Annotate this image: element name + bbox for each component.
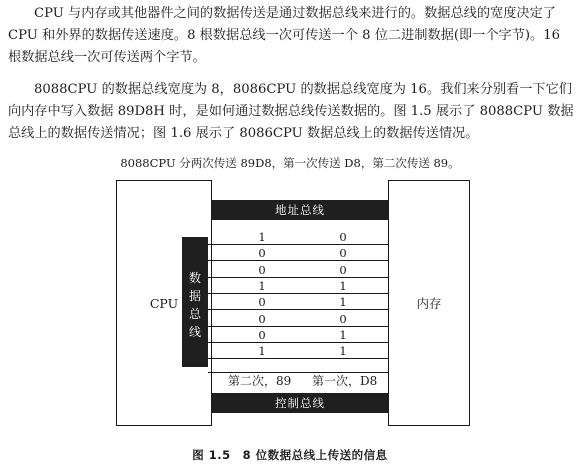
figure-top-caption: 8088CPU 分两次传送 89D8，第一次传送 D8，第二次传送 89。: [120, 156, 460, 170]
address-bus: [212, 200, 388, 220]
data-line: [208, 326, 388, 327]
first-transfer-label: 第一次，D8: [312, 374, 378, 388]
data-line: [208, 358, 388, 359]
memory-label: 内存: [416, 296, 442, 311]
cpu-label: CPU: [149, 295, 179, 311]
first-transfer-bit: 0: [339, 246, 347, 261]
data-bus-char: 总: [188, 307, 201, 321]
data-line: [208, 342, 388, 343]
data-line: [208, 260, 388, 261]
data-bus-block: [182, 237, 208, 367]
first-transfer-bit: 1: [339, 327, 347, 342]
data-line: [208, 293, 388, 294]
data-bus-char: 数: [188, 271, 201, 285]
second-transfer-bit: 0: [258, 295, 266, 310]
second-transfer-bit: 1: [258, 230, 266, 244]
memory-box: [388, 180, 470, 426]
first-transfer-bit: 1: [339, 344, 347, 359]
data-line: [208, 244, 388, 245]
paragraph-8088-8086: 8088CPU 的数据总线宽度为 8，8086CPU 的数据总线宽度为 16。我们来分别看一下它们向内存中写入数据 89D8H 时，是如何通过数据总线传送数据的。图 1.5 展示了 8088CPU 数据总线上的数据传送情况；图 1.6 展示了 8086CPU 数据总线上的数据传送情况。: [8, 82, 574, 141]
first-transfer-bit: 0: [339, 311, 347, 326]
first-transfer-bit: 1: [339, 278, 347, 293]
second-transfer-bit: 0: [258, 246, 266, 261]
data-line: [208, 309, 388, 310]
data-bus-char: 据: [188, 289, 201, 303]
second-transfer-label: 第二次，89: [228, 374, 292, 388]
data-bus-char: 线: [188, 325, 201, 339]
first-transfer-bit: 0: [339, 262, 347, 277]
figure-caption: 图 1.5 8 位数据总线上传送的信息: [192, 448, 388, 462]
data-line: [208, 277, 388, 278]
paragraph-data-bus-intro: CPU 与内存或其他器件之间的数据传送是通过数据总线来进行的。数据总线的宽度决定了 CPU 和外界的数据传送速度。8 根数据总线一次可传送一个 8 位二进制数据(即一个字节)。16 根数据总线一次可传送两个字节。: [8, 6, 561, 65]
second-transfer-bit: 0: [258, 262, 266, 277]
second-transfer-bit: 1: [258, 344, 266, 359]
second-transfer-bit: 0: [258, 327, 266, 342]
address-bus-label: 地址总线: [275, 203, 325, 217]
second-transfer-bit: 0: [258, 311, 266, 326]
first-transfer-bit: 1: [339, 295, 347, 310]
control-bus: [212, 393, 388, 413]
control-bus-label: 控制总线: [275, 396, 325, 410]
first-transfer-bit: 0: [339, 230, 347, 244]
second-transfer-bit: 1: [258, 278, 266, 293]
